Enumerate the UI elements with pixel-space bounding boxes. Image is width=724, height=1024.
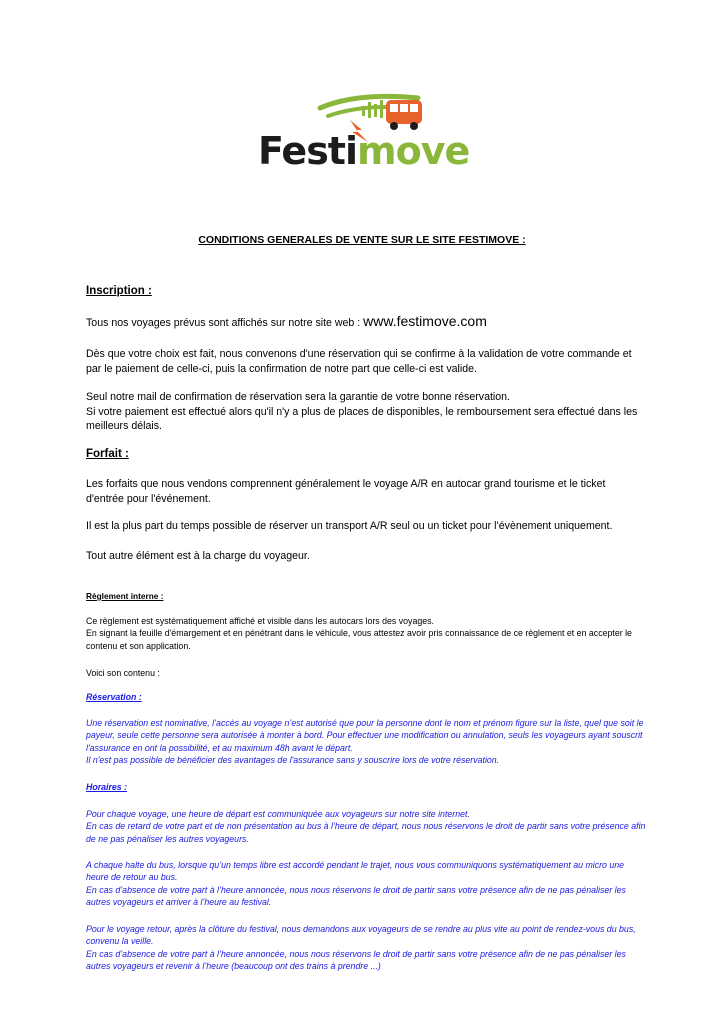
horaires-p3-line1: Pour le voyage retour, après la clôture du festival, nous demandons aux voyageurs de se rendre au plus vite au point de rendez-vous du bus, convenu la veille.	[86, 924, 636, 947]
reglement-paragraph-2: Voici son contenu :	[86, 668, 160, 678]
horaires-paragraph-2	[86, 859, 646, 908]
forfait-paragraph-3: Tout autre élément est à la charge du voyageur.	[86, 550, 310, 562]
page-title: CONDITIONS GENERALES DE VENTE SUR LE SITE FESTIMOVE :	[198, 234, 526, 246]
inscription-p1-text: Tous nos voyages prévus sont affichés sur notre site web :	[86, 317, 364, 329]
inscription-p3-line1: Seul notre mail de confirmation de réservation sera la garantie de votre bonne réservation.	[86, 391, 510, 403]
reglement-paragraph-1	[86, 615, 646, 652]
horaires-heading: Horaires :	[86, 782, 128, 792]
horaires-p1-line2: En cas de retard de votre part et de non présentation au bus à l’heure de départ, nous nous réservons le droit de partir sans votre présence afin de ne pas pénaliser les autres voyageurs.	[86, 821, 646, 844]
logo-text-move: move	[357, 129, 470, 173]
reglement-p1-line1: Ce règlement est systématiquement affiché et visible dans les autocars lors des voyages.	[86, 616, 434, 626]
festimove-logo	[258, 90, 468, 182]
inscription-paragraph-1	[86, 314, 646, 331]
reservation-line1: Une réservation est nominative, l’accès au voyage n’est autorisé que pour la personne dont le nom et prénom figure sur la liste, quel que soit le payeur, seule cette personne sera autorisée à monter à bord. Pour effectuer une modification ou annulation, seuls les voyageurs ayant souscrit l'assurance en ont la possibilité, et au maximum 48h avant le départ.	[86, 718, 644, 753]
forfait-paragraph-1: Les forfaits que nous vendons comprennent généralement le voyage A/R en autocar grand tourisme et le ticket d'entrée pour l'événement.	[86, 478, 606, 505]
reservation-line2: Il n'est pas possible de bénéficier des avantages de l'assurance sans y souscrire lors de votre réservation.	[86, 754, 500, 765]
website-link[interactable]: www.festimove.com	[363, 313, 487, 329]
horaires-p2-line1: A chaque halte du bus, lorsque qu’un temps libre est accordé pendant le trajet, nous vous communiquons systématiquement au micro une heure de retour au bus.	[86, 860, 625, 883]
horaires-p1-line1: Pour chaque voyage, une heure de départ est communiquée aux voyageurs sur notre site internet.	[86, 809, 470, 819]
forfait-paragraph-2: Il est la plus part du temps possible de réserver un transport A/R seul ou un ticket pour l’évènement uniquement.	[86, 520, 613, 532]
logo-wordmark	[258, 129, 470, 173]
logo-text-i: i	[344, 129, 358, 173]
forfait-heading: Forfait :	[86, 448, 129, 460]
logo-text-fest: Fest	[258, 129, 345, 173]
horaires-paragraph-1	[86, 808, 646, 845]
horaires-paragraph-3	[86, 923, 646, 972]
reservation-heading: Réservation :	[86, 692, 142, 702]
inscription-heading: Inscription :	[86, 285, 152, 297]
horaires-p3-line2: En cas d’absence de votre part à l’heure annoncée, nous nous réservons le droit de partir sans votre présence afin de ne pas pénaliser les autres voyageurs et revenir à l’heure (beaucoup ont des trains à prendre ...)	[86, 948, 626, 971]
reglement-p1-line2: En signant la feuille d'émargement et en pénétrant dans le véhicule, vous attestez avoir pris connaissance de ce règlement et en accepter le contenu et son application.	[86, 628, 632, 651]
reservation-paragraph	[86, 717, 646, 766]
reglement-heading: Règlement interne :	[86, 591, 164, 601]
inscription-p3-line2: Si votre paiement est effectué alors qu'il n'y a plus de places de disponibles, le remboursement sera effectué dans les meilleurs délais.	[86, 405, 638, 432]
inscription-paragraph-2: Dès que votre choix est fait, nous convenons d'une réservation qui se confirme à la validation de votre commande et par le paiement de celle-ci, puis la confirmation de notre part que celle-ci est valide.	[86, 348, 632, 375]
horaires-p2-line2: En cas d’absence de votre part à l’heure annoncée, nous nous réservons le droit de partir sans votre présence afin de ne pas pénaliser les autres voyageurs et arriver à l’heure au festival.	[86, 884, 626, 907]
inscription-paragraph-3	[86, 390, 646, 434]
